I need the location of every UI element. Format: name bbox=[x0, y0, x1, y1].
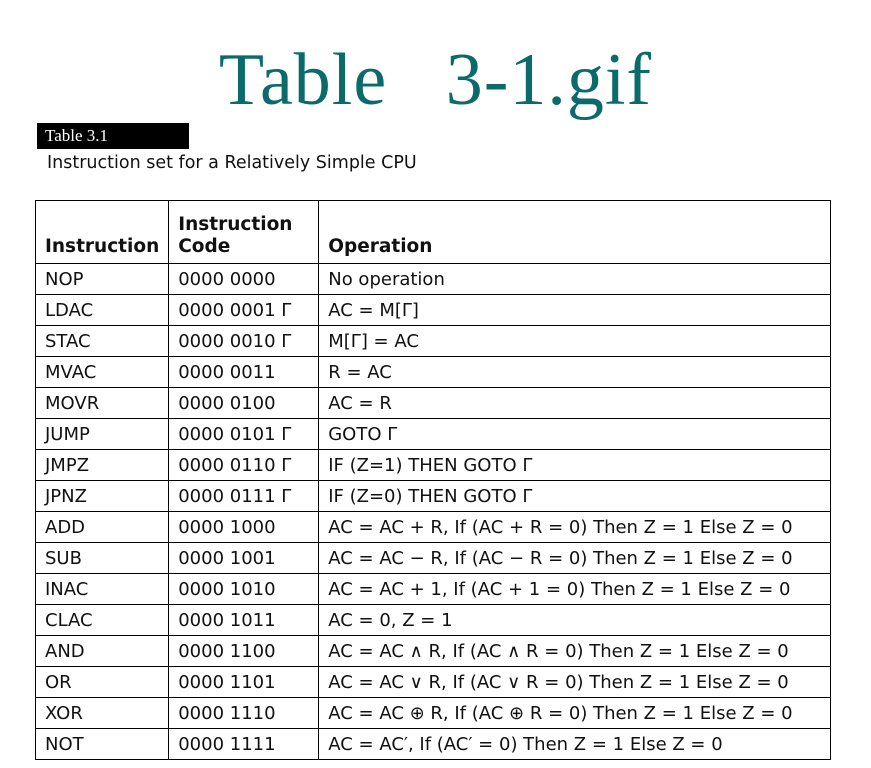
table-row bbox=[36, 264, 831, 295]
table-row bbox=[36, 605, 831, 636]
cell-operation: AC = AC − R, If (AC − R = 0) Then Z = 1 Else Z = 0 bbox=[319, 543, 831, 574]
cell-operation: AC = R bbox=[319, 388, 831, 419]
cell-instruction: SUB bbox=[36, 543, 169, 574]
cell-instruction: STAC bbox=[36, 326, 169, 357]
table-row bbox=[36, 636, 831, 667]
cell-code: 0000 1000 bbox=[169, 512, 319, 543]
header-code-line2: Code bbox=[178, 236, 231, 257]
instruction-table bbox=[35, 200, 831, 760]
table-row bbox=[36, 326, 831, 357]
cell-code: 0000 0001 Γ bbox=[169, 295, 319, 326]
cell-code: 0000 1111 bbox=[169, 729, 319, 760]
cell-code: 0000 0101 Γ bbox=[169, 419, 319, 450]
cell-operation: AC = AC ∨ R, If (AC ∨ R = 0) Then Z = 1 Else Z = 0 bbox=[319, 667, 831, 698]
header-code-line1: Instruction bbox=[178, 214, 293, 235]
table-row bbox=[36, 295, 831, 326]
cell-operation: AC = AC ⊕ R, If (AC ⊕ R = 0) Then Z = 1 Else Z = 0 bbox=[319, 698, 831, 729]
cell-operation: AC = AC ∧ R, If (AC ∧ R = 0) Then Z = 1 Else Z = 0 bbox=[319, 636, 831, 667]
cell-operation: AC = AC′, If (AC′ = 0) Then Z = 1 Else Z = 0 bbox=[319, 729, 831, 760]
cell-code: 0000 1011 bbox=[169, 605, 319, 636]
cell-instruction: MVAC bbox=[36, 357, 169, 388]
cell-code: 0000 0111 Γ bbox=[169, 481, 319, 512]
cell-code: 0000 1101 bbox=[169, 667, 319, 698]
cell-operation: IF (Z=0) THEN GOTO Γ bbox=[319, 481, 831, 512]
table-row bbox=[36, 450, 831, 481]
cell-instruction: OR bbox=[36, 667, 169, 698]
header-instruction-code bbox=[169, 201, 319, 264]
cell-code: 0000 0011 bbox=[169, 357, 319, 388]
cell-code: 0000 1001 bbox=[169, 543, 319, 574]
cell-instruction: INAC bbox=[36, 574, 169, 605]
table-row bbox=[36, 574, 831, 605]
cell-instruction: NOP bbox=[36, 264, 169, 295]
header-instruction: Instruction bbox=[36, 201, 169, 264]
table-number-badge: Table 3.1 bbox=[37, 123, 189, 149]
cell-instruction: CLAC bbox=[36, 605, 169, 636]
cell-instruction: JPNZ bbox=[36, 481, 169, 512]
table-row bbox=[36, 388, 831, 419]
table-row bbox=[36, 543, 831, 574]
table-caption: Instruction set for a Relatively Simple CPU bbox=[47, 153, 417, 173]
cell-code: 0000 0010 Γ bbox=[169, 326, 319, 357]
cell-instruction: NOT bbox=[36, 729, 169, 760]
cell-operation: M[Γ] = AC bbox=[319, 326, 831, 357]
cell-code: 0000 0100 bbox=[169, 388, 319, 419]
table-header-row bbox=[36, 201, 831, 264]
cell-instruction: JUMP bbox=[36, 419, 169, 450]
page-title: Table 3-1.gif bbox=[218, 39, 653, 121]
table-row bbox=[36, 512, 831, 543]
header-operation: Operation bbox=[319, 201, 831, 264]
cell-instruction: ADD bbox=[36, 512, 169, 543]
cell-operation: IF (Z=1) THEN GOTO Γ bbox=[319, 450, 831, 481]
table-row bbox=[36, 481, 831, 512]
cell-code: 0000 1010 bbox=[169, 574, 319, 605]
cell-code: 0000 0000 bbox=[169, 264, 319, 295]
table-row bbox=[36, 357, 831, 388]
table-row bbox=[36, 698, 831, 729]
cell-operation: No operation bbox=[319, 264, 831, 295]
cell-instruction: AND bbox=[36, 636, 169, 667]
cell-operation: R = AC bbox=[319, 357, 831, 388]
cell-instruction: MOVR bbox=[36, 388, 169, 419]
table-row bbox=[36, 667, 831, 698]
table-row bbox=[36, 729, 831, 760]
cell-code: 0000 1100 bbox=[169, 636, 319, 667]
cell-code: 0000 1110 bbox=[169, 698, 319, 729]
cell-operation: AC = 0, Z = 1 bbox=[319, 605, 831, 636]
cell-operation: AC = AC + R, If (AC + R = 0) Then Z = 1 Else Z = 0 bbox=[319, 512, 831, 543]
cell-operation: AC = AC + 1, If (AC + 1 = 0) Then Z = 1 Else Z = 0 bbox=[319, 574, 831, 605]
cell-operation: AC = M[Γ] bbox=[319, 295, 831, 326]
table-row bbox=[36, 419, 831, 450]
cell-code: 0000 0110 Γ bbox=[169, 450, 319, 481]
cell-instruction: LDAC bbox=[36, 295, 169, 326]
table-body bbox=[36, 264, 831, 760]
cell-instruction: JMPZ bbox=[36, 450, 169, 481]
cell-operation: GOTO Γ bbox=[319, 419, 831, 450]
cell-instruction: XOR bbox=[36, 698, 169, 729]
